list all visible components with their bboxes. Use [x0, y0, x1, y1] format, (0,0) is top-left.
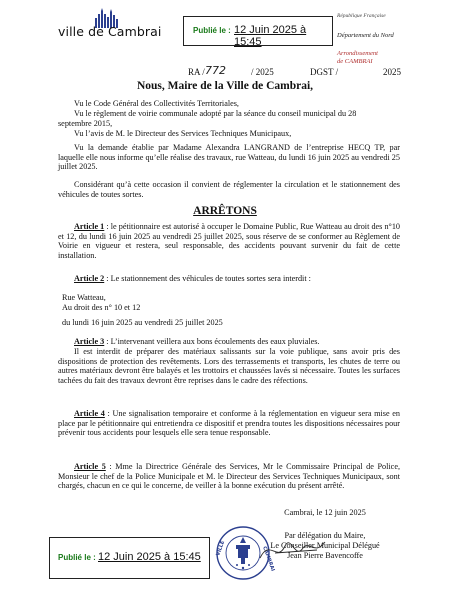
republique-francaise: République Française [337, 13, 386, 19]
svg-text:VILLE: VILLE [215, 540, 227, 557]
published-label: Publié le : [193, 26, 231, 35]
article-5-label: Article 5 [74, 462, 106, 471]
article-4-label: Article 4 [74, 409, 105, 418]
article-3-continuation: Il est interdit de préparer des matériaux salissants sur la voie publique, sans avoir pris des dispositions de protection des revêtements. Lors des terrassements et transports, les chutes de terre ou autres matériaux devront être balayés et les trottoirs et chaussées lavés si nécessaire. Toutes les surfaces tachées du fait des travaux devront être reprises dans le cadre des réfections. [58, 347, 400, 385]
article-2-label: Article 2 [74, 274, 105, 283]
handwritten-signature [255, 528, 335, 568]
article-5-text: : Mme la Directrice Générale des Services, Mr le Commissaire Principal de Police, Monsieur le chef de la Police Municipale et M. le Directeur des Services Techniques Municipaux, sont chargés, chacun en ce qui le concerne, de veiller à la bonne exécution du présent arrêté. [58, 462, 401, 491]
article-1-label: Article 1 [74, 222, 105, 231]
logo-text: ville de Cambrai [58, 24, 162, 39]
article-3 [58, 337, 400, 347]
svg-text:CAMBRAI: CAMBRAI [261, 545, 276, 573]
ra-number: 772 [205, 64, 226, 77]
signature-line-1: Par délégation du Maire, [284, 531, 366, 540]
article-3-text: : L’intervenant veillera aux bons écoulements des eaux pluviales. [104, 337, 320, 346]
article-2-line-3: du lundi 16 juin 2025 au vendredi 25 juillet 2025 [62, 318, 223, 327]
article-1 [58, 222, 400, 260]
published-date: 12 Juin 2025 à 15:45 [234, 24, 307, 48]
published-label-bottom: Publié le : [58, 553, 96, 562]
arrondissement [337, 50, 378, 66]
considerant-3: Vu l’avis de M. le Directeur des Services Techniques Municipaux, [74, 129, 292, 138]
arrondissement-line2: de CAMBRAI [337, 58, 373, 65]
published-stamp-top [183, 16, 333, 46]
article-2-line-1: Rue Watteau, [62, 293, 106, 302]
article-2-line-2: Au droit des n° 10 et 12 [62, 303, 141, 312]
published-stamp-bottom [49, 537, 210, 579]
signature-place-date: Cambrai, le 12 juin 2025 [284, 508, 366, 517]
considerant-final: Considérant qu’à cette occasion il convient de réglementer la circulation et le stationnement des véhicules de toutes sortes. [58, 180, 400, 199]
article-2-text: : Le stationnement des véhicules de toutes sortes sera interdit : [104, 274, 311, 283]
ra-year: / 2025 [251, 67, 274, 77]
article-5 [58, 462, 400, 491]
signature-line-3: Jean Pierre Bavencoffe [287, 551, 363, 560]
considerant-2: Vu le règlement de voirie communale adopté par la séance du conseil municipal du 28 [74, 109, 357, 118]
dgst-label: DGST / [310, 67, 339, 77]
arrondissement-line1: Arrondissement [337, 50, 378, 57]
demande-paragraph: Vu la demande établie par Madame Alexandra LANGRAND de l’entreprise HECQ TP, par laquelle elle nous informe qu’elle réalise des travaux, rue Watteau, du lundi 16 juin 2025 au vendredi 25 juillet 2025. [58, 143, 400, 172]
considerant-1: Vu le Code Général des Collectivités Territoriales, [74, 99, 239, 108]
article-2 [58, 274, 400, 284]
dgst-year: 2025 [383, 67, 401, 77]
considerant-2b: septembre 2015, [58, 119, 113, 128]
arretons-heading: ARRÊTONS [193, 205, 257, 217]
article-4 [58, 409, 400, 438]
article-4-text: : Une signalisation temporaire et conforme à la réglementation en vigueur sera mise en place par le pétitionnaire qui entretiendra ce dispositif et prendra toutes les dispositions nécessaires pour prévenir tous accidents pour lesquels elle sera tenue responsable. [58, 409, 400, 438]
departement: Département du Nord [337, 32, 394, 39]
ra-label: RA / [188, 67, 205, 77]
document-title: Nous, Maire de la Ville de Cambrai, [136, 80, 314, 92]
signature-line-2: Le Conseiller Municipal Délégué [270, 541, 380, 550]
article-3-label: Article 3 [74, 337, 105, 346]
article-1-text: : le pétitionnaire est autorisé à occuper le Domaine Public, Rue Watteau au droit des n°10 et 12, du lundi 16 juin 2025 au vendredi 25 juillet 2025, sous réserve de se conformer au Règlement de Voirie en vigueur et restera, seul responsable, des accidents pouvant survenir du fait de cette installation. [58, 222, 401, 260]
published-date-bottom: 12 Juin 2025 à 15:45 [98, 551, 201, 563]
